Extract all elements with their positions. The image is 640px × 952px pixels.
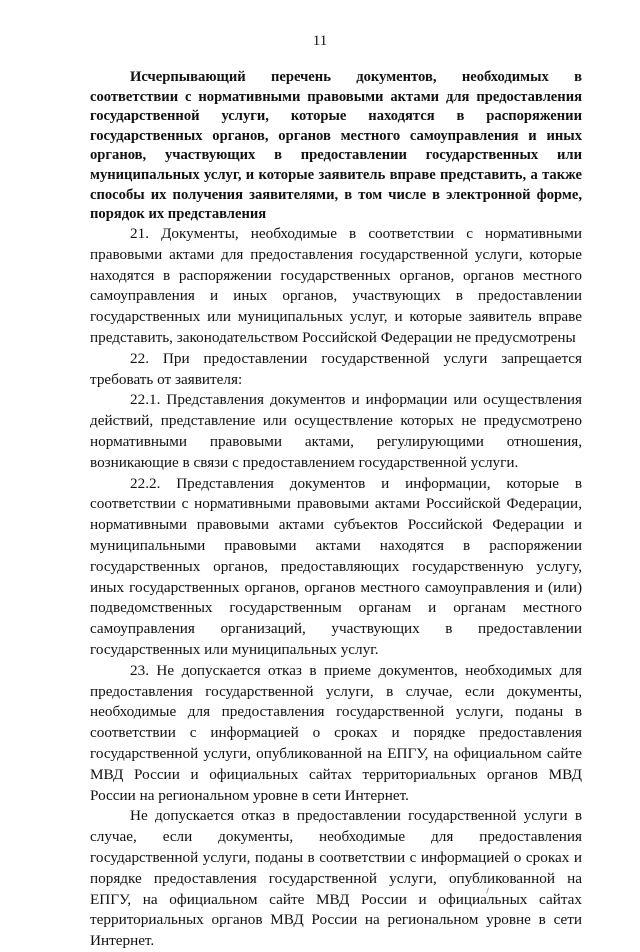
paragraph-22: 22. При предоставлении государственной услуги запрещается требовать от заявителя: [90, 349, 582, 388]
page-number: 11 [312, 33, 328, 49]
section-heading [90, 68, 582, 225]
paragraph-21: 21. Документы, необходимые в соответствии с нормативными правовыми актами для предоставления государственной услуги, которые находятся в распоряжении государственных органов, органов местного самоуправления и иных органов, участвующих в предоставлении государственных или муниципальных услуг, и которые заявитель вправе представить, законодательством Российской Федерации не предусмотрены [90, 225, 582, 346]
paragraph-22-2: 22.2. Представления документов и информации, которые в соответствии с нормативными правовыми актами Российской Федерации, нормативными правовыми актами субъектов Российской Федерации и муниципальными правовыми актами находятся в распоряжении государственных органов, предоставляющих государственную услугу, иных государственных органов, органов местного самоуправления и (или) подведомственных государственным органам и органам местного самоуправления организаций, участвующих в предоставлении государственных или муниципальных услуг. [90, 474, 582, 658]
paragraph-23: 23. Не допускается отказ в приеме документов, необходимых для предоставления государственной услуги, в случае, если документы, необходимые для предоставления государственной услуги, поданы в соответствии с информацией о сроках и порядке предоставления государственной услуги, опубликованной на ЕПГУ, на официальном сайте МВД России и официальных сайтах территориальных органов МВД России на региональном уровне в сети Интернет. [90, 661, 582, 804]
section-heading-text: Исчерпывающий перечень документов, необходимых в соответствии с нормативными правовыми актами для предоставления государственной услуги, которые находятся в распоряжении государственных органов, органов местного самоуправления и иных органов, участвующих в предоставлении государственных или муниципальных услуг, и которые заявитель вправе представить, а также способы их получения заявителями, в том числе в электронной форме, порядок их представления [90, 69, 582, 223]
paragraph-23-continued: Не допускается отказ в предоставлении государственной услуги в случае, если документы, необходимые для предоставления государственной услуги, поданы в соответствии с информацией о сроках и порядке предоставления государственной услуги, опубликованной на ЕПГУ, на официальном сайте МВД России и официальных сайтах территориальных органов МВД России на региональном уровне в сети Интернет. [90, 807, 582, 950]
document-body [90, 224, 582, 952]
paragraph-22-1: 22.1. Представления документов и информации или осуществления действий, представление или осуществление которых не предусмотрено нормативными правовыми актами, регулирующими отношения, возникающие в связи с предоставлением государственной услуги. [90, 391, 582, 471]
